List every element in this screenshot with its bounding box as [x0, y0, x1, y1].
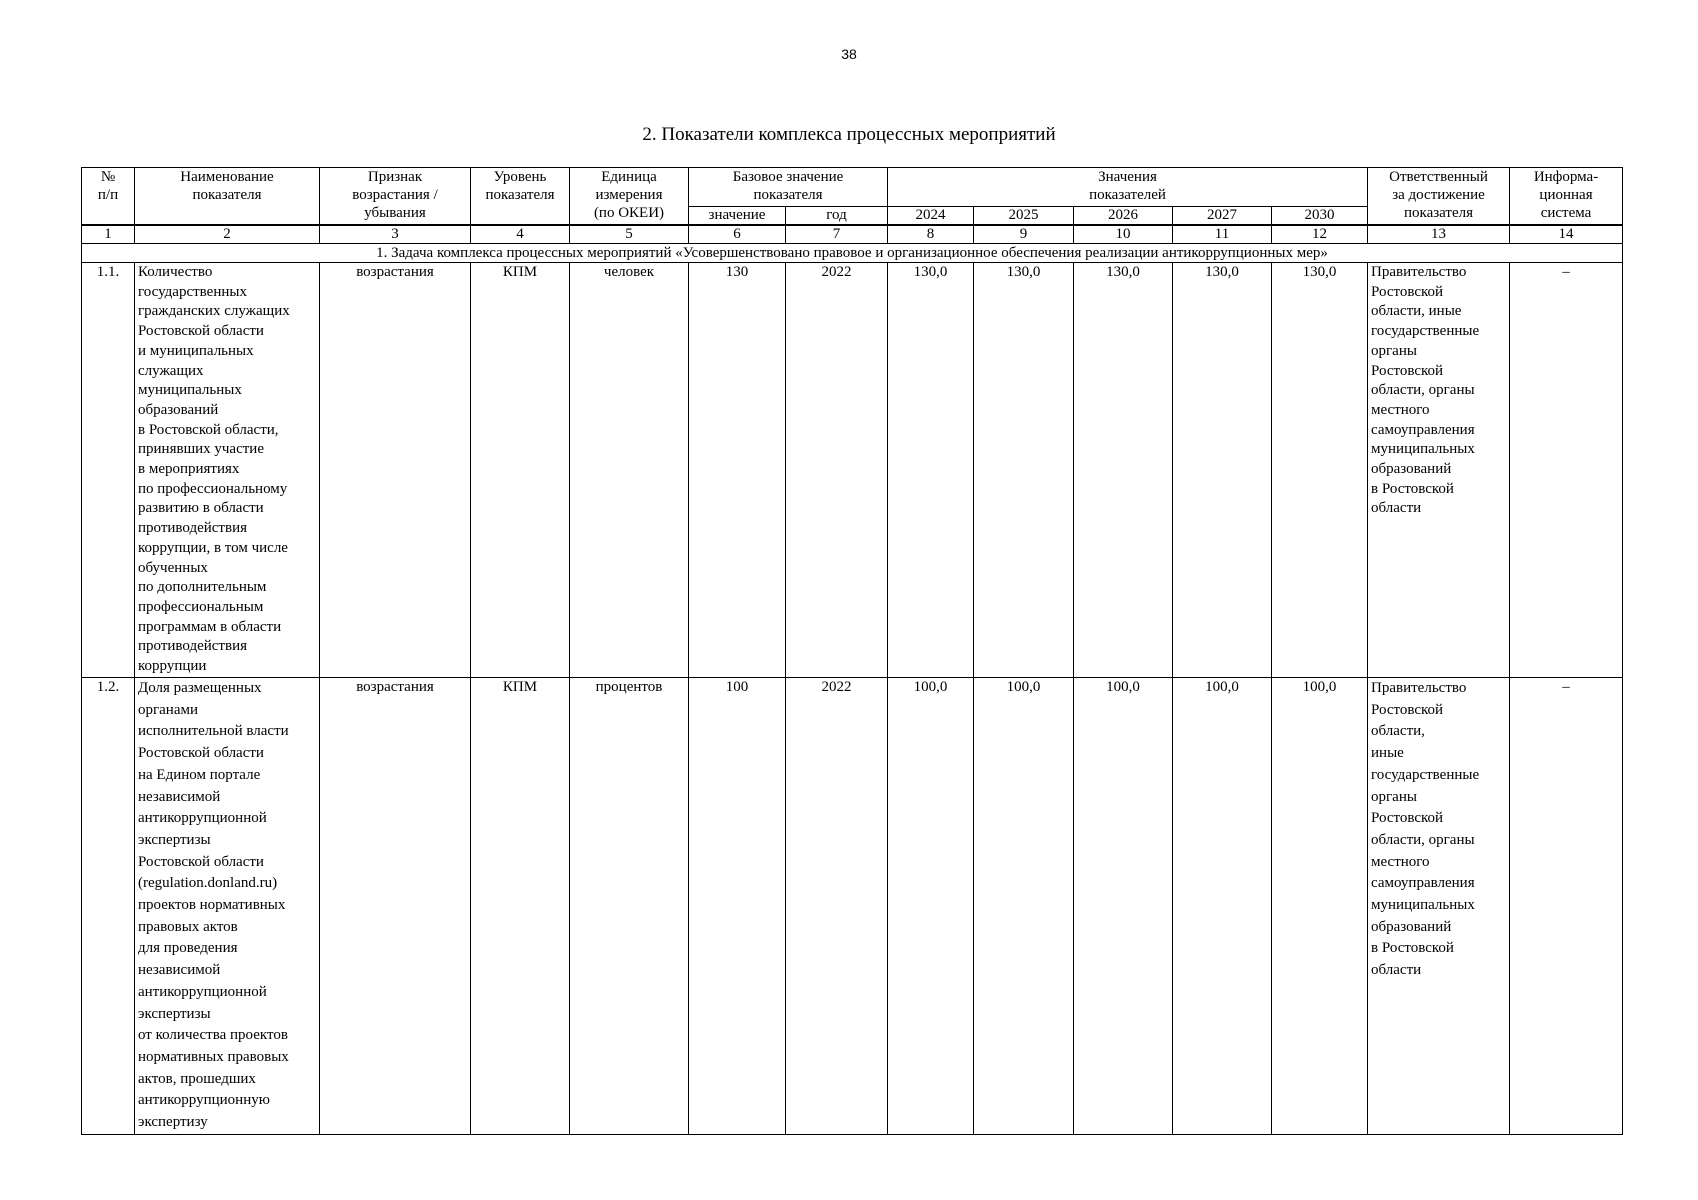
header-row: [82, 168, 1623, 207]
row-value-2030: 100,0: [1272, 678, 1368, 1135]
header-sign: Признак возрастания / убывания: [320, 168, 471, 226]
row-sign: возрастания: [320, 263, 471, 678]
header-year-1: 2024: [888, 207, 974, 226]
header-responsible: Ответственный за достижение показателя: [1368, 168, 1510, 226]
row-value-2027: 130,0: [1173, 263, 1272, 678]
section-title: 2. Показатели комплекса процессных мероприятий: [642, 124, 1056, 145]
row-responsible: Правительство Ростовской области, иные государственные органы Ростовской области, органы местного самоуправления муниципальных образований в Ростовской области: [1368, 678, 1510, 1135]
row-sign: возрастания: [320, 678, 471, 1135]
column-number: 5: [570, 225, 689, 244]
column-number: 4: [471, 225, 570, 244]
column-number: 11: [1173, 225, 1272, 244]
column-number: 1: [82, 225, 135, 244]
row-value-2027: 100,0: [1173, 678, 1272, 1135]
header-base-group: Базовое значение показателя: [689, 168, 888, 207]
column-number: 7: [786, 225, 888, 244]
table-row: [82, 678, 1623, 1135]
row-info-system: –: [1510, 678, 1623, 1135]
task-title: 1. Задача комплекса процессных мероприятий «Усовершенствовано правовое и организационное обеспечения реализации антикоррупционных мер»: [82, 244, 1623, 263]
row-name: Доля размещенных органами исполнительной власти Ростовской области на Едином портале независимой антикоррупционной экспертизы Ростовской области (regulation.donland.ru) проектов нормативных правовых актов для проведения независимой антикоррупционной экспертизы от количества проектов нормативных правовых актов, прошедших антикоррупционную экспертизу: [135, 678, 320, 1135]
task-row: [82, 244, 1623, 263]
header-base-value: значение: [689, 207, 786, 226]
header-level: Уровень показателя: [471, 168, 570, 226]
row-level: КПМ: [471, 678, 570, 1135]
row-base-year: 2022: [786, 263, 888, 678]
column-number: 9: [974, 225, 1074, 244]
header-info-system: Информа- ционная система: [1510, 168, 1623, 226]
column-number: 8: [888, 225, 974, 244]
row-value-2025: 130,0: [974, 263, 1074, 678]
header-num: № п/п: [82, 168, 135, 226]
column-number: 10: [1074, 225, 1173, 244]
header-year-5: 2030: [1272, 207, 1368, 226]
row-value-2025: 100,0: [974, 678, 1074, 1135]
row-unit: процентов: [570, 678, 689, 1135]
row-base-value: 100: [689, 678, 786, 1135]
row-name: Количество государственных гражданских служащих Ростовской области и муниципальных служащих муниципальных образований в Ростовской области, принявших участие в мероприятиях по профессиональному развитию в области противодействия коррупции, в том числе обученных по дополнительным профессиональным программам в области противодействия коррупции: [135, 263, 320, 678]
column-number: 13: [1368, 225, 1510, 244]
row-base-value: 130: [689, 263, 786, 678]
column-numbers-row: [82, 225, 1623, 244]
header-year-4: 2027: [1173, 207, 1272, 226]
column-number: 14: [1510, 225, 1623, 244]
header-year-3: 2026: [1074, 207, 1173, 226]
row-value-2024: 100,0: [888, 678, 974, 1135]
column-number: 3: [320, 225, 471, 244]
row-value-2024: 130,0: [888, 263, 974, 678]
header-values-group: Значения показателей: [888, 168, 1368, 207]
row-value-2026: 130,0: [1074, 263, 1173, 678]
indicators-table: [81, 167, 1623, 1135]
row-num: 1.1.: [82, 263, 135, 678]
row-level: КПМ: [471, 263, 570, 678]
row-info-system: –: [1510, 263, 1623, 678]
row-num: 1.2.: [82, 678, 135, 1135]
row-unit: человек: [570, 263, 689, 678]
row-base-year: 2022: [786, 678, 888, 1135]
header-year-2: 2025: [974, 207, 1074, 226]
column-number: 2: [135, 225, 320, 244]
column-number: 6: [689, 225, 786, 244]
table-row: [82, 263, 1623, 678]
header-base-year: год: [786, 207, 888, 226]
row-value-2026: 100,0: [1074, 678, 1173, 1135]
header-unit: Единица измерения (по ОКЕИ): [570, 168, 689, 226]
header-name: Наименование показателя: [135, 168, 320, 226]
row-responsible: Правительство Ростовской области, иные государственные органы Ростовской области, органы местного самоуправления муниципальных образований в Ростовской области: [1368, 263, 1510, 678]
column-number: 12: [1272, 225, 1368, 244]
row-value-2030: 130,0: [1272, 263, 1368, 678]
page-number: 38: [841, 46, 857, 62]
